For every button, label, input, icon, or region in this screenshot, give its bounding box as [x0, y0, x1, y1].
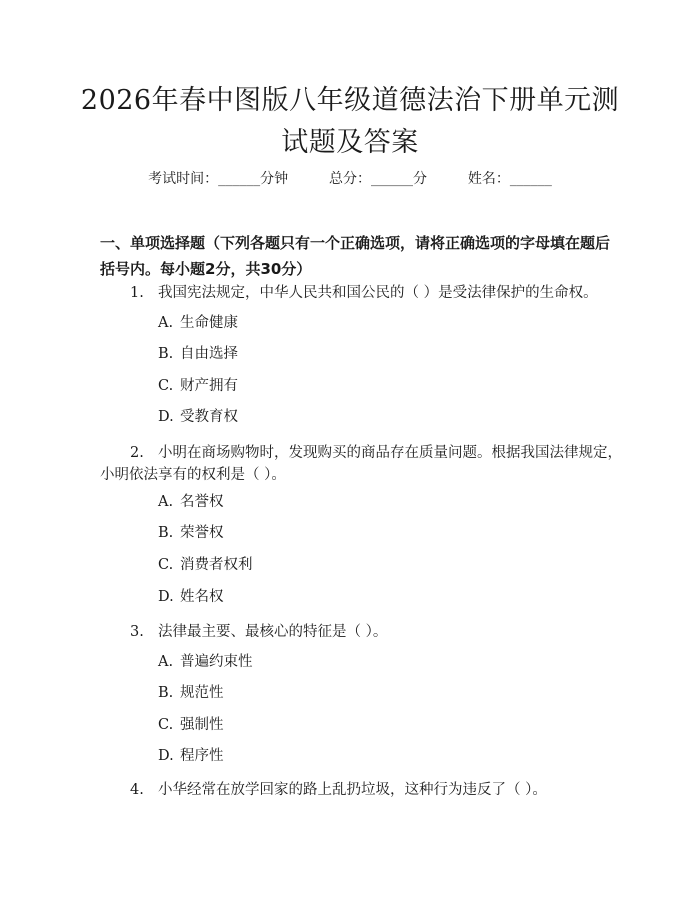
question-text-line-1: 小明在商场购物时，发现购买的商品存在质量问题。根据我国法律规定，	[158, 445, 622, 461]
question-text-line-2: 小明依法享有的权利是（ ）。	[100, 467, 286, 483]
option-3d: D. 程序性	[158, 748, 224, 764]
question-number: 2.	[130, 445, 144, 461]
document-title	[60, 80, 640, 164]
exam-time: 考试时间：______分钟	[148, 171, 289, 187]
option-1a: A. 生命健康	[158, 315, 238, 331]
question-text: 我国宪法规定，中华人民共和国公民的（ ）是受法律保护的生命权。	[158, 285, 598, 301]
question-number: 3.	[130, 624, 144, 640]
question-number: 1.	[130, 285, 144, 301]
option-2d: D. 姓名权	[158, 589, 224, 605]
question-1	[130, 280, 610, 306]
option-2b: B. 荣誉权	[158, 525, 224, 541]
option-2a: A. 名誉权	[158, 494, 224, 510]
section-heading: 一、单项选择题（下列各题只有一个正确选项，请将正确选项的字母填在题后括号内。每小题2分，共30分）	[100, 234, 611, 278]
question-text: 法律最主要、最核心的特征是（ ）。	[158, 624, 388, 640]
option-3a: A. 普遍约束性	[158, 654, 253, 670]
question-3	[130, 619, 610, 645]
title-line-2: 试题及答案	[281, 127, 419, 158]
question-2-continued	[100, 462, 610, 488]
option-3b: B. 规范性	[158, 685, 224, 701]
question-4	[130, 777, 610, 803]
option-1d: D. 受教育权	[158, 409, 238, 425]
exam-score: 总分：______分	[329, 171, 427, 187]
option-1c: C. 财产拥有	[158, 378, 238, 394]
exam-meta	[0, 168, 700, 188]
question-number: 4.	[130, 782, 144, 798]
exam-name: 姓名：______	[467, 171, 552, 187]
option-1b: B. 自由选择	[158, 346, 238, 362]
title-line-1: 2026年春中图版八年级道德法治下册单元测	[80, 85, 620, 116]
option-3c: C. 强制性	[158, 717, 224, 733]
question-text: 小华经常在放学回家的路上乱扔垃圾，这种行为违反了（ ）。	[158, 782, 547, 798]
option-2c: C. 消费者权利	[158, 557, 253, 573]
